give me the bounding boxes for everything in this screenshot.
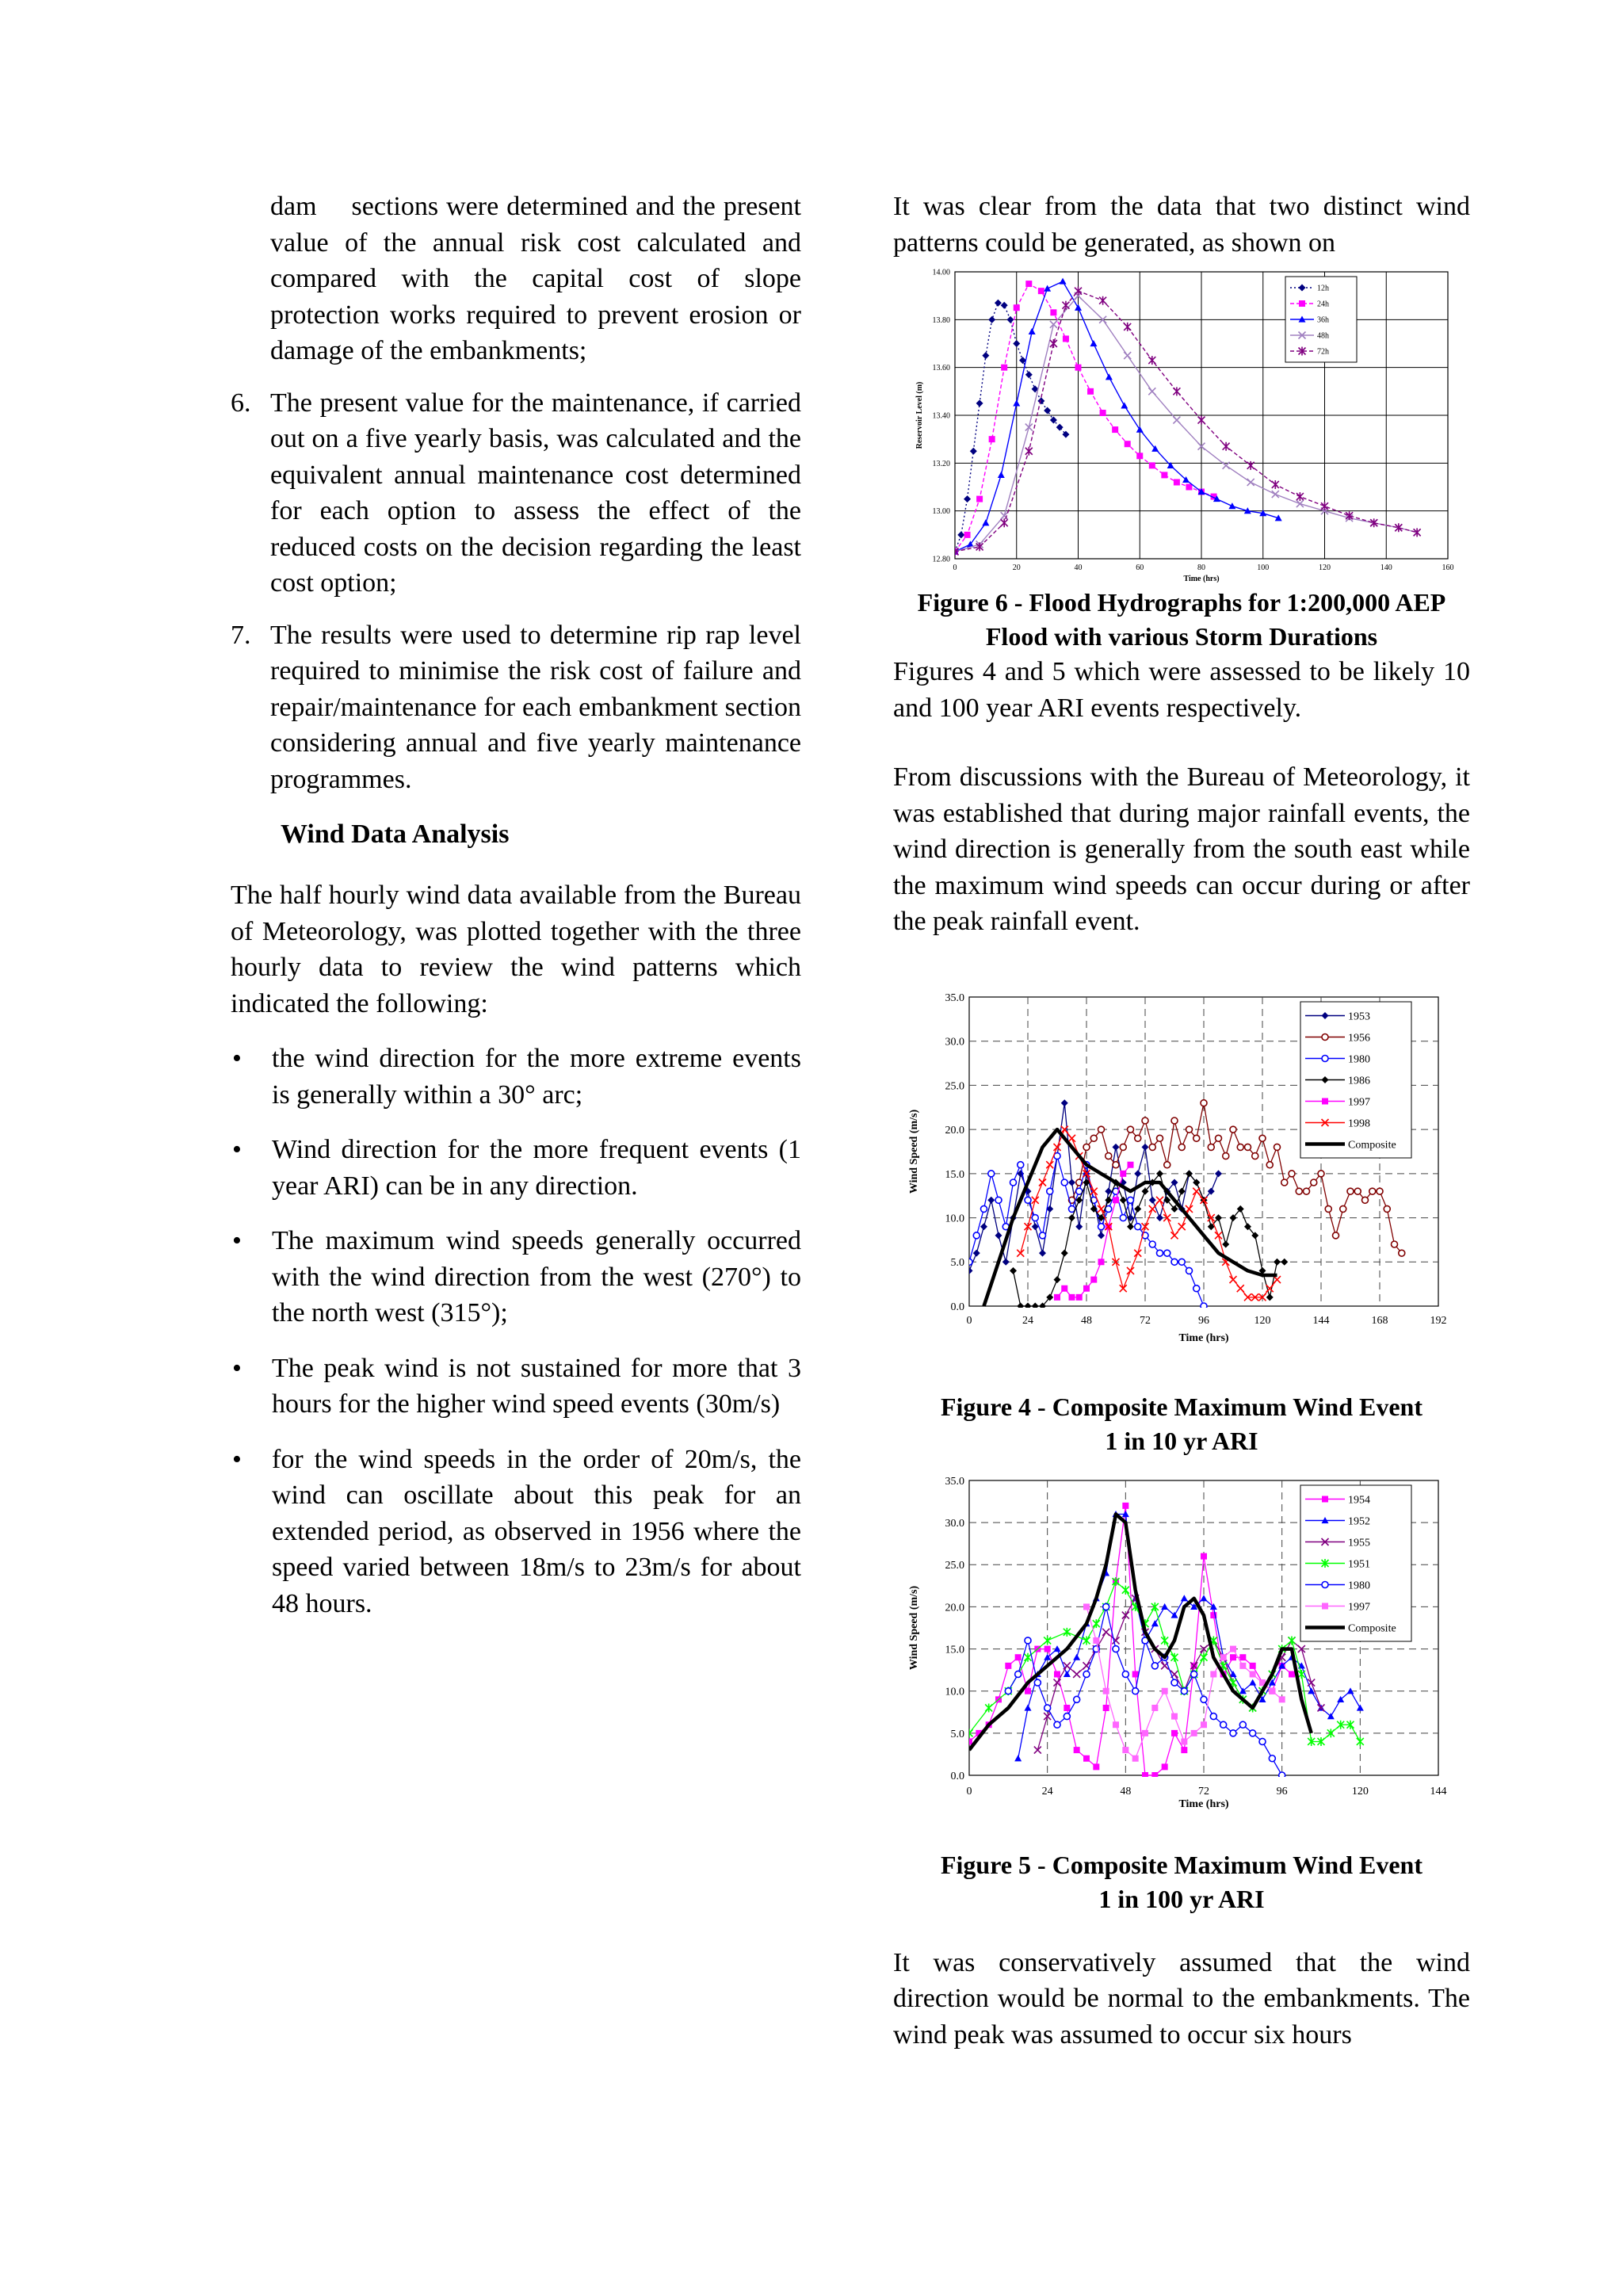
section-heading: Wind Data Analysis (281, 819, 510, 849)
data-point (1161, 472, 1167, 478)
data-point (1064, 1713, 1070, 1719)
list-item-text: The present value for the maintenance, if carried out on a five yearly basis, was calculated and the equivalent annual maintenance cost determined for each option to assess the effect of the reduced costs on the decision regarding the least cost option; (270, 388, 801, 598)
y-tick-label: 12.80 (932, 555, 950, 564)
data-point (1034, 1679, 1041, 1686)
data-point (1050, 309, 1056, 315)
legend-marker (1299, 300, 1305, 307)
data-point (1120, 1144, 1126, 1150)
data-point (1191, 1671, 1197, 1677)
y-tick-label: 5.0 (950, 1256, 964, 1269)
data-point (1181, 1738, 1187, 1744)
figure-5-chart (893, 1468, 1470, 1848)
data-point (1210, 1671, 1216, 1677)
data-point (1223, 1152, 1229, 1159)
x-axis-label: Time (hrs) (1183, 575, 1220, 583)
data-point (1093, 1763, 1099, 1770)
x-tick-label: 72 (1198, 1785, 1209, 1797)
data-point (1186, 1126, 1193, 1133)
chart-legend (1285, 277, 1357, 362)
data-point (1044, 1645, 1051, 1652)
data-point (1014, 304, 1020, 311)
data-point (1063, 335, 1069, 342)
chart-legend (1300, 1485, 1411, 1641)
legend-marker (1322, 1055, 1328, 1061)
data-point (1237, 1144, 1243, 1150)
bullet-text: The maximum wind speeds generally occurred with the wind direction from the west (270°) to the north west (315°); (272, 1226, 801, 1328)
bullet-text: The peak wind is not sustained for more that 3 hours for the higher wind speed events (30m/s) (272, 1353, 801, 1419)
data-point (1135, 1135, 1141, 1141)
data-point (1201, 1696, 1207, 1702)
data-point (1186, 484, 1192, 491)
data-point (1132, 1671, 1139, 1677)
data-point (1230, 1645, 1236, 1652)
figure-4-caption-line1: Figure 4 - Composite Maximum Wind Event (940, 1392, 1423, 1421)
data-point (1151, 1704, 1158, 1710)
legend-label: 1953 (1348, 1010, 1370, 1022)
bullet-item (231, 1041, 801, 1113)
chart-grid (955, 272, 1448, 559)
data-point (1075, 365, 1082, 371)
data-point (1122, 1747, 1128, 1753)
data-point (1230, 1729, 1236, 1736)
data-point (1325, 1205, 1331, 1212)
x-tick-label: 0 (966, 1785, 972, 1797)
data-point (995, 1197, 1002, 1203)
data-point (1289, 1671, 1295, 1677)
data-point (1279, 1696, 1285, 1702)
data-point (1135, 1223, 1141, 1229)
data-point (1001, 365, 1007, 371)
legend-marker (1322, 1033, 1328, 1040)
y-tick-label: 15.0 (945, 1643, 964, 1656)
data-point (1201, 1721, 1207, 1728)
chart-legend (1300, 1002, 1411, 1158)
bullet-text: for the wind speeds in the order of 20m/s, the wind can oscillate about this peak for an extended period, as observed in 1956 where the speed varied between 18m/s to 23m/s for about 48 hours. (272, 1444, 801, 1618)
figure-6-caption-line1: Figure 6 - Flood Hydrographs for 1:200,000 AEP (917, 588, 1446, 617)
x-tick-label: 120 (1319, 563, 1331, 572)
y-tick-label: 5.0 (950, 1728, 964, 1740)
legend-label: 1997 (1348, 1095, 1370, 1108)
data-point (1083, 1671, 1090, 1677)
x-tick-label: 40 (1074, 563, 1083, 572)
x-tick-label: 144 (1430, 1785, 1447, 1797)
data-point (1279, 1772, 1285, 1778)
data-point (1191, 1729, 1197, 1736)
legend-label: 48h (1317, 331, 1329, 341)
x-tick-label: 0 (953, 563, 957, 572)
figure-5-caption (893, 1848, 1470, 1916)
data-point (1142, 1729, 1148, 1736)
data-point (1171, 1117, 1178, 1124)
data-point (1010, 1179, 1017, 1186)
data-point (1054, 1293, 1060, 1300)
y-tick-label: 15.0 (945, 1168, 964, 1181)
data-point (1201, 1303, 1207, 1309)
figure-4-chart (893, 978, 1470, 1390)
list-item-number: 6. (231, 388, 251, 418)
figure-6-chart (893, 261, 1470, 586)
y-tick-label: 13.00 (932, 507, 950, 517)
data-point (1250, 1729, 1256, 1736)
data-point (1174, 479, 1180, 485)
legend-label: 1951 (1348, 1557, 1370, 1570)
data-point (1025, 1637, 1031, 1643)
legend-marker (1322, 1098, 1328, 1104)
legend-label: Composite (1348, 1138, 1396, 1151)
data-point (1136, 453, 1143, 459)
legend-label: 1986 (1348, 1074, 1370, 1087)
data-point (1201, 1553, 1207, 1559)
y-tick-label: 25.0 (945, 1559, 964, 1572)
bullet-item (231, 1350, 801, 1423)
data-point (1259, 1135, 1266, 1141)
y-tick-label: 10.0 (945, 1212, 964, 1224)
data-point (1392, 1241, 1398, 1247)
data-point (1103, 1704, 1109, 1710)
figure-6-caption (893, 586, 1470, 654)
data-point (1274, 1144, 1281, 1150)
list-item-text: The results were used to determine rip rap level required to minimise the risk cost of failure and repair/maintenance for each embankment section considering annual and five yearly maintenance programmes. (270, 620, 801, 794)
x-tick-label: 120 (1254, 1314, 1271, 1327)
data-point (1054, 1671, 1060, 1677)
data-point (1061, 1285, 1067, 1291)
x-tick-label: 140 (1380, 563, 1392, 572)
x-axis-label: Time (hrs) (1178, 1331, 1229, 1344)
data-point (1171, 1259, 1178, 1265)
legend-marker (1322, 1496, 1328, 1502)
y-tick-label: 0.0 (950, 1770, 964, 1782)
data-point (1164, 1250, 1170, 1256)
x-tick-label: 72 (1140, 1314, 1151, 1327)
data-point (1040, 1232, 1046, 1238)
bullet-marker: • (232, 1135, 242, 1164)
figure-4-caption (893, 1390, 1470, 1458)
bullet-item (231, 1223, 801, 1331)
data-point (1311, 1179, 1317, 1186)
y-tick-label: 30.0 (945, 1036, 964, 1049)
legend-marker (1322, 1603, 1328, 1609)
figure-6-caption-line2: Flood with various Storm Durations (985, 622, 1378, 651)
data-point (1098, 1223, 1105, 1229)
bullet-marker: • (232, 1444, 242, 1474)
data-point (1157, 1250, 1163, 1256)
x-tick-label: 24 (1022, 1314, 1033, 1327)
data-point (1112, 426, 1118, 433)
bullet-marker: • (232, 1353, 242, 1383)
legend-label: 1998 (1348, 1117, 1370, 1129)
y-tick-label: 13.80 (932, 315, 950, 325)
data-point (1171, 1729, 1178, 1736)
data-point (1289, 1170, 1295, 1176)
data-point (1074, 1747, 1080, 1753)
y-tick-label: 13.20 (932, 459, 950, 468)
data-point (1087, 388, 1094, 395)
data-point (1269, 1687, 1275, 1694)
data-point (1296, 1188, 1302, 1194)
data-point (1106, 1152, 1112, 1159)
data-point (1230, 1126, 1236, 1133)
paragraph-figures-ref: Figures 4 and 5 which were assessed to be likely 10 and 100 year ARI events respectively. (893, 657, 1470, 723)
data-point (1318, 1170, 1324, 1176)
figure-4-caption-line2: 1 in 10 yr ARI (1105, 1426, 1258, 1455)
data-point (1216, 1135, 1222, 1141)
x-tick-label: 24 (1041, 1785, 1053, 1797)
data-point (1128, 1197, 1134, 1203)
list-item-number: 7. (231, 620, 251, 650)
data-point (1239, 1654, 1246, 1660)
x-tick-label: 160 (1442, 563, 1454, 572)
data-point (1098, 1259, 1105, 1265)
legend-label: 1954 (1348, 1493, 1370, 1506)
data-point (989, 436, 995, 442)
y-tick-label: 20.0 (945, 1124, 964, 1137)
data-point (1239, 1721, 1246, 1728)
x-tick-label: 48 (1120, 1785, 1132, 1797)
y-tick-label: 10.0 (945, 1686, 964, 1698)
data-point (1354, 1188, 1361, 1194)
x-tick-label: 120 (1351, 1785, 1369, 1797)
paragraph-bureau: From discussions with the Bureau of Meteorology, it was established that during major rainfall events, the wind direction is generally from the south east while the maximum wind speeds can occur during or after the peak rainfall event. (893, 762, 1470, 936)
data-point (1220, 1654, 1227, 1660)
data-point (1193, 1285, 1200, 1291)
data-point (1025, 281, 1032, 287)
legend-label: 1952 (1348, 1515, 1370, 1527)
data-point (1399, 1250, 1405, 1256)
data-point (1250, 1662, 1256, 1668)
legend-label: 1955 (1348, 1536, 1370, 1549)
data-point (1281, 1179, 1288, 1186)
data-point (1162, 1687, 1168, 1694)
data-point (1250, 1671, 1256, 1677)
data-point (1064, 1704, 1070, 1710)
legend-label: 12h (1317, 284, 1329, 293)
y-tick-label: 35.0 (945, 991, 964, 1004)
legend-label: 24h (1317, 300, 1329, 309)
data-point (966, 1738, 972, 1744)
data-point (1120, 1170, 1126, 1176)
x-tick-label: 168 (1371, 1314, 1388, 1327)
data-point (1015, 1671, 1022, 1677)
figure-5-caption-line1: Figure 5 - Composite Maximum Wind Event (940, 1850, 1423, 1879)
data-point (1171, 1713, 1178, 1719)
data-point (1074, 1696, 1080, 1702)
y-tick-label: 20.0 (945, 1601, 964, 1614)
data-point (1162, 1763, 1168, 1770)
y-tick-label: 13.40 (932, 411, 950, 421)
data-point (1181, 1687, 1187, 1694)
data-point (973, 1232, 980, 1238)
data-point (988, 1170, 995, 1176)
data-point (1377, 1188, 1383, 1194)
legend-marker (1322, 1581, 1328, 1587)
data-point (1113, 1197, 1119, 1203)
data-point (1122, 1671, 1128, 1677)
list-item (231, 617, 801, 798)
bullet-item (231, 1442, 801, 1622)
data-point (1132, 1755, 1139, 1761)
data-point (1090, 1135, 1097, 1141)
data-point (1061, 1179, 1067, 1186)
x-tick-label: 96 (1198, 1314, 1209, 1327)
data-point (1090, 1276, 1097, 1282)
list-item (231, 385, 801, 602)
data-point (1151, 1772, 1158, 1778)
data-point (1113, 1721, 1119, 1728)
x-tick-label: 80 (1197, 563, 1205, 572)
data-point (1171, 1679, 1178, 1686)
data-point (1113, 1161, 1119, 1167)
data-point (1083, 1285, 1090, 1291)
data-point (1132, 1687, 1139, 1694)
intro-block (231, 189, 801, 369)
data-point (1220, 1721, 1227, 1728)
data-point (1005, 1662, 1011, 1668)
data-point (1149, 462, 1155, 468)
data-point (1266, 1161, 1273, 1167)
data-point (1369, 1188, 1376, 1194)
legend-label: 1997 (1348, 1600, 1370, 1613)
data-point (1113, 1645, 1119, 1652)
data-point (1245, 1144, 1251, 1150)
y-axis-label: Wind Speed (m/s) (908, 1109, 920, 1194)
data-point (1178, 1259, 1185, 1265)
intro-paragraph: dam sections were determined and the present value of the annual risk cost calculated and compared with the capital cost of slope protection works required to prevent erosion or damage of the embankments; (270, 192, 801, 365)
data-point (1149, 1241, 1155, 1247)
y-axis-label: Reservoir Level (m) (915, 381, 924, 449)
data-point (1098, 1126, 1105, 1133)
y-tick-label: 14.00 (932, 268, 950, 277)
data-point (1038, 288, 1044, 294)
data-point (1047, 1188, 1053, 1194)
y-tick-label: 30.0 (945, 1517, 964, 1530)
y-axis-label: Wind Speed (m/s) (908, 1585, 920, 1670)
data-point (1103, 1603, 1109, 1610)
data-point (1333, 1232, 1339, 1238)
data-point (1044, 1704, 1051, 1710)
data-point (1005, 1687, 1011, 1694)
data-point (1201, 1099, 1207, 1106)
data-point (1210, 1713, 1216, 1719)
data-point (964, 532, 971, 538)
data-point (1142, 1772, 1148, 1778)
data-point (1384, 1205, 1390, 1212)
data-point (1304, 1188, 1310, 1194)
data-point (1128, 1161, 1134, 1167)
data-point (1157, 1135, 1163, 1141)
bullet-text: the wind direction for the more extreme events is generally within a 30° arc; (272, 1044, 801, 1110)
data-point (1054, 1721, 1060, 1728)
data-point (1340, 1205, 1346, 1212)
bullet-marker: • (232, 1226, 242, 1255)
data-point (1362, 1197, 1369, 1203)
data-point (1083, 1603, 1090, 1610)
y-tick-label: 13.60 (932, 364, 950, 373)
x-tick-label: 48 (1081, 1314, 1092, 1327)
legend-label: 1956 (1348, 1031, 1370, 1044)
data-point (1230, 1654, 1236, 1660)
y-tick-label: 0.0 (950, 1301, 964, 1313)
y-tick-label: 35.0 (945, 1475, 964, 1488)
data-point (1032, 1214, 1038, 1221)
data-point (1122, 1502, 1128, 1508)
data-point (1025, 1687, 1031, 1694)
x-tick-label: 144 (1312, 1314, 1330, 1327)
data-point (966, 1259, 972, 1265)
data-point (1100, 410, 1106, 416)
figure-5-caption-line2: 1 in 100 yr ARI (1098, 1884, 1265, 1913)
left-column (231, 189, 801, 1641)
bullet-item (231, 1132, 801, 1204)
data-point (1142, 1117, 1148, 1124)
x-axis-label: Time (hrs) (1178, 1797, 1229, 1810)
bullet-text: Wind direction for the more frequent events (1 year ARI) can be in any direction. (272, 1135, 801, 1201)
data-point (1103, 1687, 1109, 1694)
x-tick-label: 60 (1136, 563, 1144, 572)
legend-label: 1980 (1348, 1579, 1370, 1591)
data-point (1025, 1197, 1031, 1203)
data-point (1269, 1755, 1275, 1761)
data-point (1069, 1293, 1075, 1300)
data-point (1347, 1188, 1354, 1194)
paragraph-assumption: It was conservatively assumed that the wind direction would be normal to the embankments. The wind peak was assumed to occur six hours (893, 1947, 1470, 2050)
paragraph-intro-right: It was clear from the data that two distinct wind patterns could be generated, as shown on (893, 192, 1470, 258)
bullet-marker: • (232, 1044, 242, 1073)
right-column (893, 189, 1470, 2053)
data-point (1178, 1144, 1185, 1150)
data-point (1151, 1662, 1158, 1668)
data-point (1093, 1637, 1099, 1643)
y-tick-label: 25.0 (945, 1079, 964, 1092)
data-point (981, 1205, 987, 1212)
x-tick-label: 192 (1430, 1314, 1447, 1327)
data-point (1015, 1654, 1022, 1660)
data-point (1149, 1144, 1155, 1150)
data-point (1239, 1662, 1246, 1668)
data-point (1128, 1126, 1134, 1133)
legend-label: 72h (1317, 347, 1329, 357)
data-point (1181, 1747, 1187, 1753)
data-point (1259, 1738, 1266, 1744)
data-point (976, 496, 983, 502)
data-point (1252, 1152, 1258, 1159)
data-point (1125, 441, 1131, 447)
data-point (1208, 1144, 1214, 1150)
data-point (1083, 1144, 1090, 1150)
section-paragraph: The half hourly wind data available from the Bureau of Meteorology, was plotted together with the three hourly data to review the wind patterns which indicated the following: (231, 881, 801, 1018)
x-tick-label: 0 (966, 1314, 972, 1327)
x-tick-label: 100 (1257, 563, 1270, 572)
data-point (1120, 1214, 1126, 1221)
data-point (1193, 1135, 1200, 1141)
legend-label: Composite (1348, 1622, 1396, 1634)
data-point (1083, 1755, 1090, 1761)
data-point (1164, 1161, 1170, 1167)
x-tick-label: 20 (1012, 563, 1021, 572)
x-tick-label: 96 (1276, 1785, 1288, 1797)
data-point (1186, 1267, 1193, 1274)
legend-label: 36h (1317, 315, 1329, 325)
data-point (1018, 1161, 1024, 1167)
data-point (1076, 1293, 1083, 1300)
legend-label: 1980 (1348, 1052, 1370, 1065)
